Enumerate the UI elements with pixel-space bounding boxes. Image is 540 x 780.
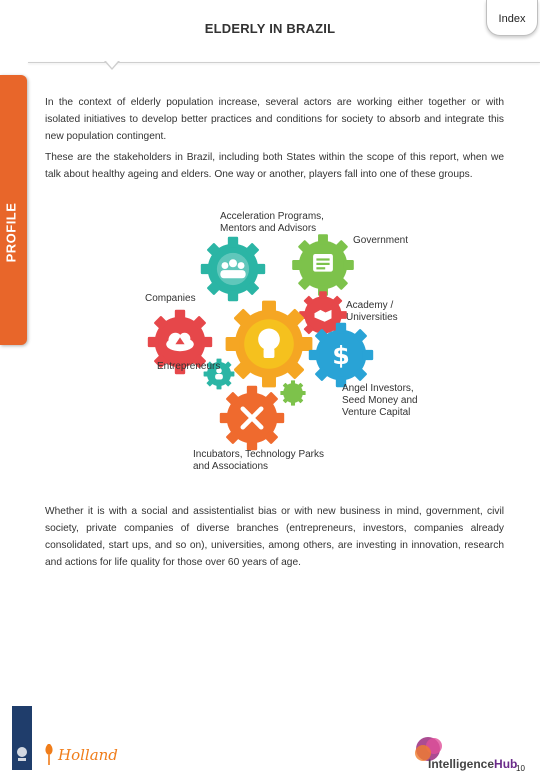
small-green-gear (280, 380, 305, 405)
index-button[interactable]: Index (486, 0, 538, 36)
document-icon (313, 254, 333, 272)
conclusion-paragraph: Whether it is with a social and assistentialist bias or with new business in mind, government, civil society, private companies of diverse branches (entrepreneurs, investors, companies already consolidated, start ups, and so on), universities, among others, are investing in innovation, research and actions for life quality for those over 60 years of age. (45, 506, 504, 568)
page-number: 10 (516, 764, 525, 773)
label-entrepreneurs: Entrepreneurs (157, 361, 221, 372)
label-angel-investors: Angel Investors, Seed Money and Venture Capital (342, 383, 418, 418)
holland-wordmark: Holland (58, 746, 118, 764)
label-academy: Academy / Universities (346, 300, 398, 323)
angel-investors-gear (309, 323, 373, 387)
intelligence-hub-wordmark: IntelligenceHub (428, 757, 518, 771)
acceleration-gear (201, 237, 265, 301)
label-acceleration: Acceleration Programs, Mentors and Advisors (220, 211, 324, 234)
incubators-gear (220, 386, 284, 450)
stakeholders-paragraph: These are the stakeholders in Brazil, including both States within the scope of this report, when we talk about healthy ageing and elders. One way or another, players fall into one of these groups. (45, 152, 504, 180)
label-companies: Companies (145, 293, 196, 304)
holland-logo (42, 738, 127, 768)
central-gear (226, 301, 313, 388)
dollar-icon: $ (332, 341, 350, 371)
page-title: ELDERLY IN BRAZIL (204, 21, 336, 36)
stakeholder-diagram (145, 207, 435, 477)
tulip-icon (45, 744, 52, 765)
government-gear (292, 234, 354, 296)
profile-tab-label: PROFILE (3, 202, 19, 263)
crest-icon (17, 747, 27, 761)
intro-paragraph: In the context of elderly population increase, several actors are working either together or with isolated initiatives to develop better practices and conditions for society to absorb and integrate this new population contingent. (45, 97, 504, 142)
footer-crest-bar (12, 706, 32, 770)
profile-side-tab[interactable] (0, 75, 27, 345)
label-government: Government (353, 235, 409, 246)
label-incubators: Incubators, Technology Parks and Associations (193, 449, 325, 472)
